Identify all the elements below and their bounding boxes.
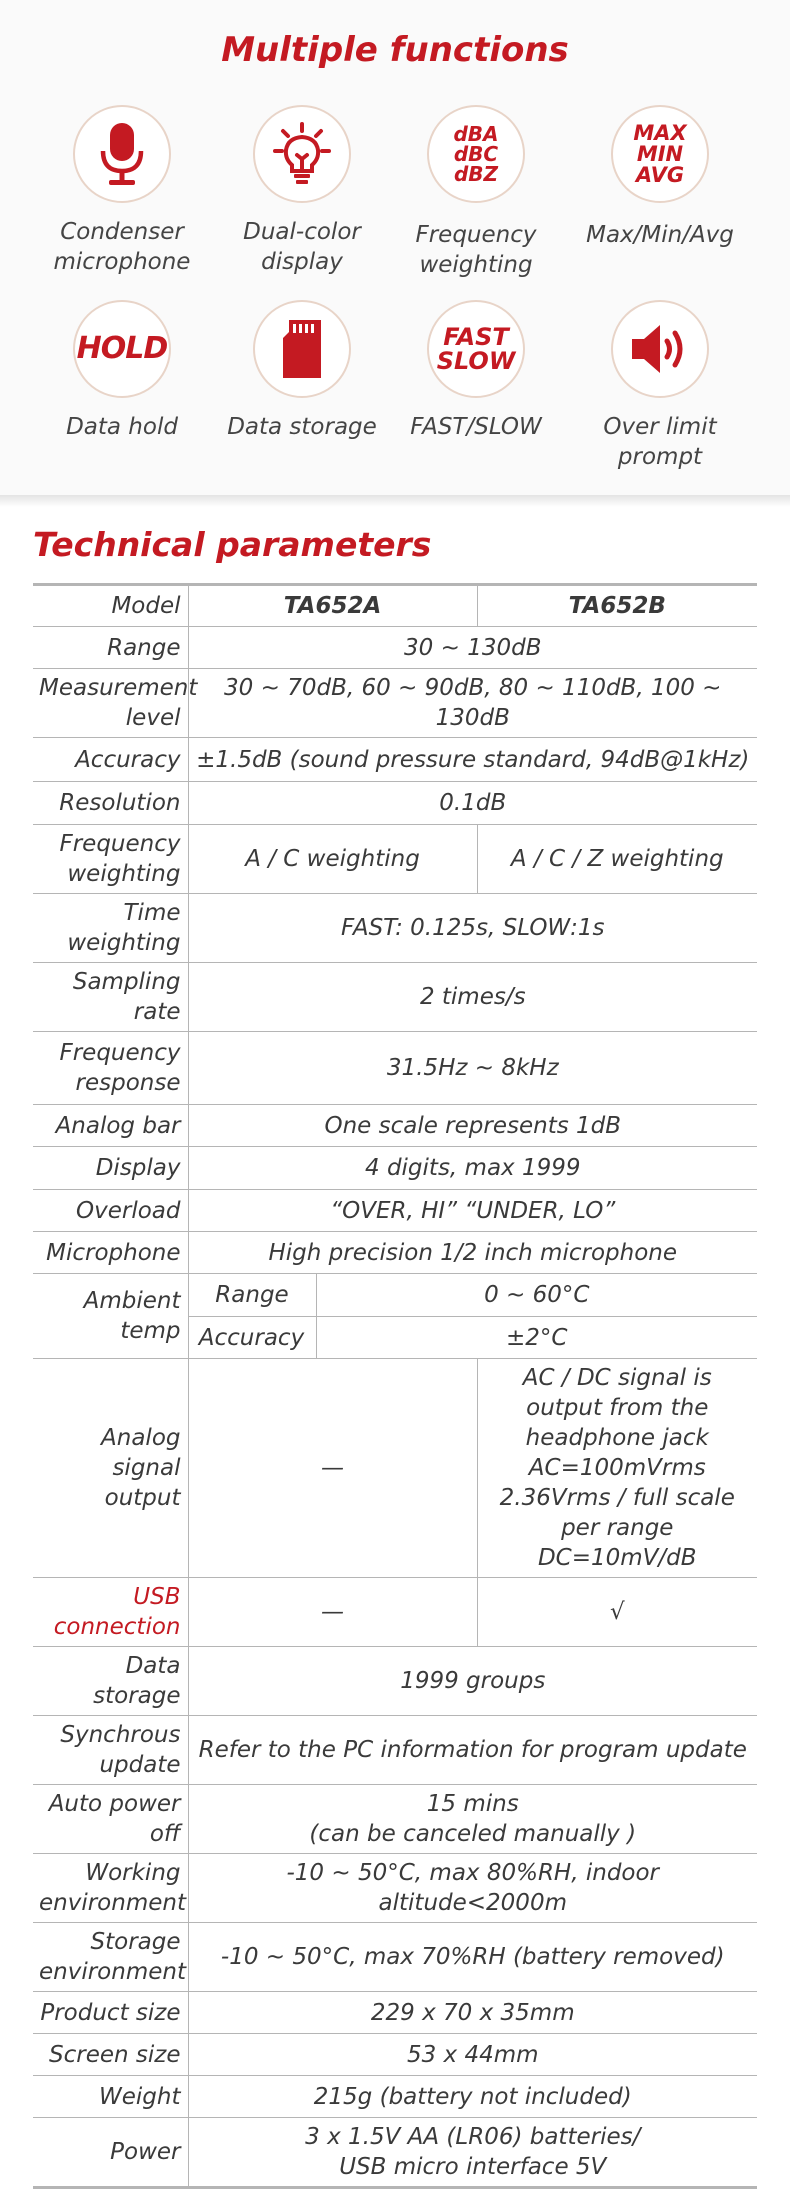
row-label: Synchrous update: [33, 1716, 188, 1785]
table-row: [33, 2076, 757, 2118]
row-value: -10 ~ 50°C, max 70%RH (battery removed): [188, 1923, 757, 1992]
section-divider: [0, 495, 790, 507]
row-value: 0.1dB: [188, 782, 757, 825]
table-row: [33, 1716, 757, 1785]
feature-data-storage: [212, 300, 392, 442]
row-label: Data storage: [33, 1647, 188, 1716]
row-label: Auto power off: [33, 1785, 188, 1854]
feature-label: Max/Min/Avg: [586, 222, 734, 248]
row-label: Model: [33, 585, 188, 627]
table-row: [33, 782, 757, 825]
row-value: 3 x 1.5V AA (LR06) batteries/ USB micro interface 5V: [188, 2118, 757, 2188]
table-row: [33, 1578, 757, 1647]
technical-parameters-table: [33, 583, 757, 2189]
row-label: Product size: [33, 1992, 188, 2034]
table-row: [33, 1147, 757, 1190]
feature-label: FAST/SLOW: [410, 414, 542, 440]
row-label: Resolution: [33, 782, 188, 825]
hold-icon: HOLD: [73, 300, 171, 398]
feature-frequency-weighting: [386, 105, 566, 280]
row-label: Range: [33, 627, 188, 669]
row-value: Refer to the PC information for program update: [188, 1716, 757, 1785]
row-value: 215g (battery not included): [188, 2076, 757, 2118]
row-value: 229 x 70 x 35mm: [188, 1992, 757, 2034]
table-row: [33, 627, 757, 669]
table-row: [33, 1190, 757, 1232]
table-row: [33, 669, 757, 738]
table-row: [33, 894, 757, 963]
row-value: -10 ~ 50°C, max 80%RH, indoor altitude<2000m: [188, 1854, 757, 1923]
microphone-icon: [97, 121, 147, 187]
row-label: Analog bar: [33, 1105, 188, 1147]
table-row: [33, 2034, 757, 2076]
row-value-a: —: [188, 1578, 477, 1647]
row-label: Sampling rate: [33, 963, 188, 1032]
table-row: [33, 1032, 757, 1105]
table-row: [33, 585, 757, 627]
table-row: [33, 1274, 757, 1317]
table-row: [33, 1232, 757, 1274]
row-value: One scale represents 1dB: [188, 1105, 757, 1147]
table-row: [33, 1359, 757, 1578]
table-row: [33, 1923, 757, 1992]
table-row: [33, 2118, 757, 2188]
sd-card-icon: [279, 318, 325, 380]
table-row: [33, 1647, 757, 1716]
table-row: [33, 1105, 757, 1147]
feature-label: Frequency weighting: [415, 222, 537, 278]
row-label: Accuracy: [33, 738, 188, 782]
table-row: [33, 1854, 757, 1923]
row-value-b: √: [477, 1578, 757, 1647]
row-label: Overload: [33, 1190, 188, 1232]
row-value-a: —: [188, 1359, 477, 1578]
table-row: [33, 963, 757, 1032]
feature-data-hold: [32, 300, 212, 442]
model-ta652b: TA652B: [477, 585, 757, 627]
weighting-text-icon: dBA dBC dBZ: [427, 105, 525, 203]
functions-title: Multiple functions: [221, 30, 569, 70]
row-value: ±2°C: [316, 1317, 757, 1359]
sub-label: Range: [188, 1274, 316, 1317]
row-label: Frequency weighting: [33, 825, 188, 894]
functions-section: [0, 0, 790, 495]
row-label: Microphone: [33, 1232, 188, 1274]
row-value: 30 ~ 130dB: [188, 627, 757, 669]
feature-fast-slow: [386, 300, 566, 442]
row-value: 31.5Hz ~ 8kHz: [188, 1032, 757, 1105]
row-value: 30 ~ 70dB, 60 ~ 90dB, 80 ~ 110dB, 100 ~ 130dB: [188, 669, 757, 738]
row-value: 1999 groups: [188, 1647, 757, 1716]
table-row: [33, 1785, 757, 1854]
row-value: High precision 1/2 inch microphone: [188, 1232, 757, 1274]
feature-label: Dual-color display: [243, 219, 361, 275]
row-value: 0 ~ 60°C: [316, 1274, 757, 1317]
technical-parameters-title: Technical parameters: [33, 525, 432, 564]
row-label: Ambient temp: [33, 1274, 188, 1359]
feature-over-limit-prompt: [570, 300, 750, 472]
feature-max-min-avg: [570, 105, 750, 250]
lightbulb-icon: [271, 121, 333, 187]
row-label: Display: [33, 1147, 188, 1190]
row-label: Storage environment: [33, 1923, 188, 1992]
row-label: Power: [33, 2118, 188, 2188]
table-row: [33, 1992, 757, 2034]
row-label: Weight: [33, 2076, 188, 2118]
row-label: Frequency response: [33, 1032, 188, 1105]
row-value: 4 digits, max 1999: [188, 1147, 757, 1190]
sub-label: Accuracy: [188, 1317, 316, 1359]
row-value: ±1.5dB (sound pressure standard, 94dB@1kHz): [188, 738, 757, 782]
table-row: [33, 738, 757, 782]
feature-label: Data storage: [227, 414, 377, 440]
feature-dual-color-display: [212, 105, 392, 277]
speaker-icon: [628, 321, 692, 377]
feature-label: Over limit prompt: [603, 414, 717, 470]
row-label: Working environment: [33, 1854, 188, 1923]
row-value-b: AC / DC signal is output from the headphone jack AC=100mVrms 2.36Vrms / full scale per range DC=10mV/dB: [477, 1359, 757, 1578]
feature-label: Data hold: [66, 414, 178, 440]
row-label: Measurement level: [33, 669, 188, 738]
row-label: Analog signal output: [33, 1359, 188, 1578]
row-value: FAST: 0.125s, SLOW:1s: [188, 894, 757, 963]
row-value: 53 x 44mm: [188, 2034, 757, 2076]
row-value-b: A / C / Z weighting: [477, 825, 757, 894]
row-value: “OVER, HI” “UNDER, LO”: [188, 1190, 757, 1232]
model-ta652a: TA652A: [188, 585, 477, 627]
row-label: Time weighting: [33, 894, 188, 963]
feature-condenser-microphone: [32, 105, 212, 277]
row-value-a: A / C weighting: [188, 825, 477, 894]
row-label: Screen size: [33, 2034, 188, 2076]
row-value: 15 mins (can be canceled manually ): [188, 1785, 757, 1854]
row-value: 2 times/s: [188, 963, 757, 1032]
feature-label: Condenser microphone: [53, 219, 191, 275]
table-row: [33, 825, 757, 894]
row-label: USB connection: [33, 1578, 188, 1647]
max-min-avg-icon: MAX MIN AVG: [611, 105, 709, 203]
fast-slow-icon: FAST SLOW: [427, 300, 525, 398]
